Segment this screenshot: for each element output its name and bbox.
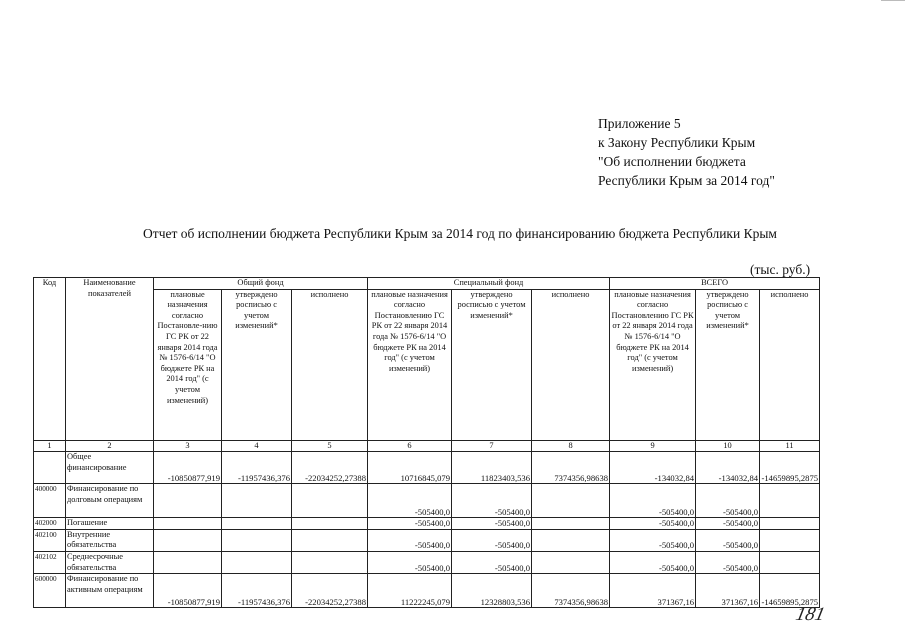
row-code: 402100: [34, 529, 66, 551]
header-total-planned: плановые назначения согласно Постановлению ГС РК от 22 января 2014 года № 1576-6/14 "О бюджете РК на 2014 год" (с учетом изменений): [610, 289, 696, 440]
cell-value: [292, 518, 368, 530]
cell-value: 7374356,98638: [532, 452, 610, 484]
cell-value: -134032,84: [610, 452, 696, 484]
row-name: Финансирование по активным операциям: [66, 574, 154, 608]
cell-value: [532, 529, 610, 551]
header-general-fund: Общий фонд: [154, 278, 368, 290]
cell-value: -505400,0: [610, 551, 696, 573]
cell-value: -505400,0: [696, 551, 760, 573]
header-total-approved: утверждено росписью с учетом изменений*: [696, 289, 760, 440]
cell-value: [760, 484, 820, 518]
page-corner-mark: [881, 0, 905, 4]
column-number: 3: [154, 440, 222, 452]
table-row: [34, 452, 820, 484]
cell-value: 371367,16: [610, 574, 696, 608]
cell-value: -505400,0: [368, 518, 452, 530]
cell-value: 10716845,079: [368, 452, 452, 484]
column-number: 9: [610, 440, 696, 452]
cell-value: -505400,0: [368, 529, 452, 551]
row-code: 600000: [34, 574, 66, 608]
column-number: 10: [696, 440, 760, 452]
cell-value: [532, 484, 610, 518]
cell-value: -505400,0: [368, 484, 452, 518]
units-label: (тыс. руб.): [750, 262, 811, 277]
row-code: 402000: [34, 518, 66, 530]
cell-value: [760, 529, 820, 551]
cell-value: -10850877,919: [154, 574, 222, 608]
header-name: Наименование показателей: [66, 278, 154, 441]
cell-value: 12328803,536: [452, 574, 532, 608]
column-number-row: [34, 440, 820, 452]
cell-value: -505400,0: [696, 484, 760, 518]
header-general-approved: утверждено росписью с учетом изменений*: [222, 289, 292, 440]
cell-value: -505400,0: [610, 484, 696, 518]
cell-value: [532, 551, 610, 573]
header-code: Код: [34, 278, 66, 441]
row-name: Финансирование по долговым операциям: [66, 484, 154, 518]
header-total: ВСЕГО: [610, 278, 820, 290]
cell-value: -505400,0: [696, 518, 760, 530]
cell-value: -10850877,919: [154, 452, 222, 484]
column-number: 7: [452, 440, 532, 452]
row-code: 400000: [34, 484, 66, 518]
header-general-executed: исполнено: [292, 289, 368, 440]
cell-value: [292, 484, 368, 518]
column-number: 11: [760, 440, 820, 452]
cell-value: [222, 518, 292, 530]
cell-value: [154, 518, 222, 530]
cell-value: [222, 484, 292, 518]
header-special-planned: плановые назначения согласно Постановлению ГС РК от 22 января 2014 года № 1576-6/14 "О бюджете РК на 2014 год" (с учетом изменений): [368, 289, 452, 440]
cell-value: -505400,0: [610, 518, 696, 530]
cell-value: -11957436,376: [222, 452, 292, 484]
cell-value: -505400,0: [452, 518, 532, 530]
table-row: [34, 529, 820, 551]
cell-value: -505400,0: [452, 529, 532, 551]
column-number: 8: [532, 440, 610, 452]
cell-value: -134032,84: [696, 452, 760, 484]
appendix-line: к Закону Республики Крым: [598, 135, 756, 150]
cell-value: [292, 529, 368, 551]
cell-value: -11957436,376: [222, 574, 292, 608]
header-general-planned: плановые назначения согласно Постановле-нию ГС РК от 22 января 2014 года № 1576-6/14 "О бюджете РК на 2014 год" (с учетом изменений): [154, 289, 222, 440]
cell-value: [154, 529, 222, 551]
cell-value: -505400,0: [452, 551, 532, 573]
row-name: Внутренние обязательства: [66, 529, 154, 551]
cell-value: -505400,0: [696, 529, 760, 551]
cell-value: [154, 484, 222, 518]
cell-value: -505400,0: [452, 484, 532, 518]
cell-value: -14659895,2875: [760, 452, 820, 484]
cell-value: [760, 518, 820, 530]
table-row: [34, 551, 820, 573]
row-code: 402102: [34, 551, 66, 573]
cell-value: -22034252,27388: [292, 574, 368, 608]
header-total-executed: исполнено: [760, 289, 820, 440]
row-name: Общее финансирование: [66, 452, 154, 484]
column-number: 4: [222, 440, 292, 452]
cell-value: -14659895,2875: [760, 574, 820, 608]
column-number: 2: [66, 440, 154, 452]
table-row: [34, 484, 820, 518]
cell-value: [760, 551, 820, 573]
cell-value: 7374356,98638: [532, 574, 610, 608]
cell-value: -22034252,27388: [292, 452, 368, 484]
appendix-line: "Об исполнении бюджета: [598, 154, 746, 169]
cell-value: [222, 551, 292, 573]
financing-table: [33, 277, 820, 608]
appendix-line: Приложение 5: [598, 116, 681, 131]
column-number: 6: [368, 440, 452, 452]
cell-value: 11222245,079: [368, 574, 452, 608]
header-special-fund: Специальный фонд: [368, 278, 610, 290]
column-number: 1: [34, 440, 66, 452]
table-row: [34, 574, 820, 608]
handwritten-page-number: 181: [793, 604, 827, 625]
column-number: 5: [292, 440, 368, 452]
cell-value: [222, 529, 292, 551]
header-special-approved: утверждено росписью с учетом изменений*: [452, 289, 532, 440]
appendix-line: Республики Крым за 2014 год": [598, 173, 775, 188]
cell-value: -505400,0: [368, 551, 452, 573]
cell-value: [292, 551, 368, 573]
cell-value: [154, 551, 222, 573]
cell-value: [532, 518, 610, 530]
row-name: Погашение: [66, 518, 154, 530]
table-row: [34, 518, 820, 530]
cell-value: -505400,0: [610, 529, 696, 551]
cell-value: 371367,16: [696, 574, 760, 608]
row-code: [34, 452, 66, 484]
row-name: Среднесрочные обязательства: [66, 551, 154, 573]
report-title: Отчет об исполнении бюджета Республики Крым за 2014 год по финансированию бюджета Республики Крым: [143, 226, 777, 241]
appendix-heading: [598, 114, 858, 190]
header-special-executed: исполнено: [532, 289, 610, 440]
cell-value: 11823403,536: [452, 452, 532, 484]
